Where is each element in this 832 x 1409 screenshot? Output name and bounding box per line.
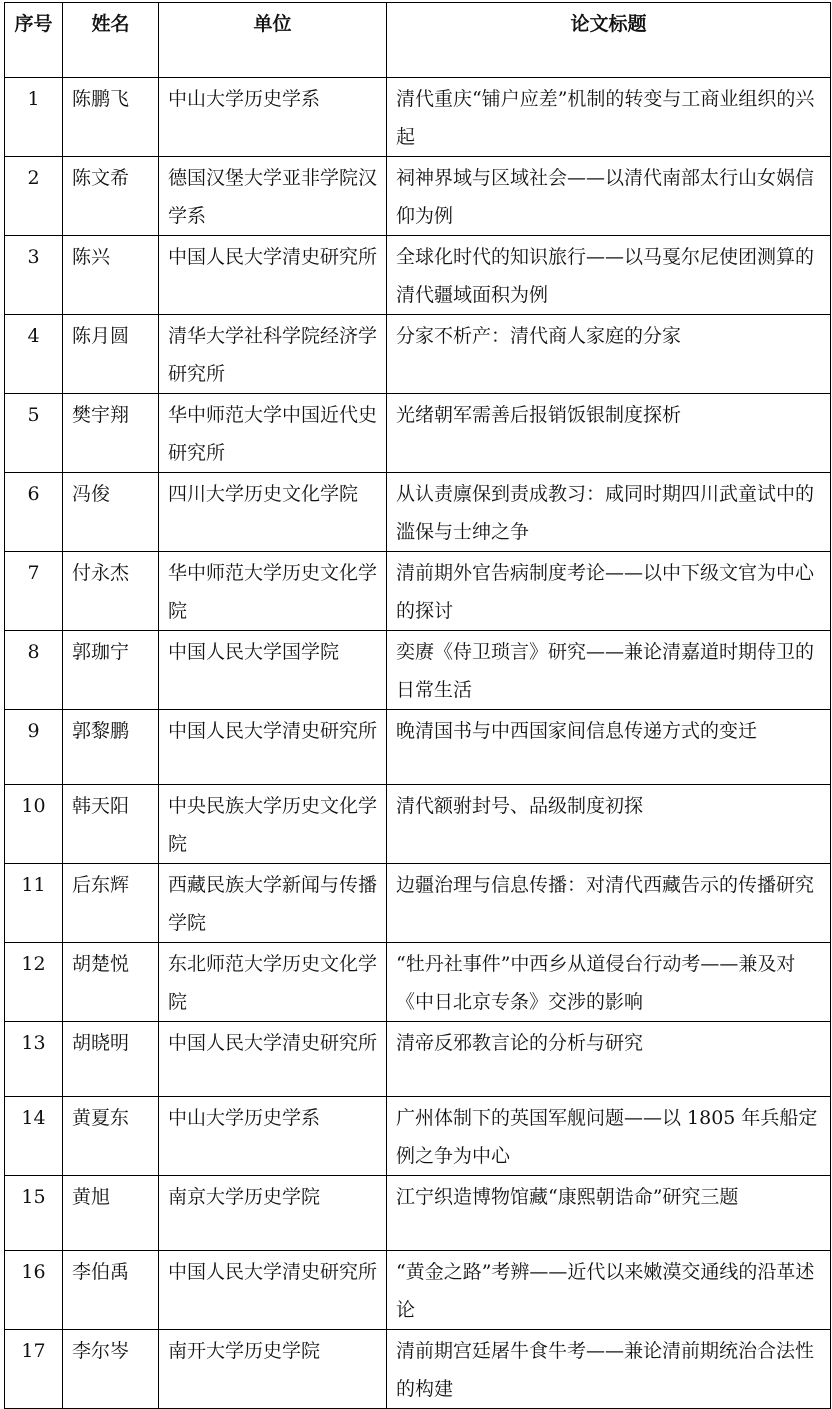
cell-name: 郭黎鹏 [63, 710, 159, 785]
cell-unit: 华中师范大学中国近代史研究所 [159, 394, 387, 473]
cell-title: 边疆治理与信息传播：对清代西藏告示的传播研究 [387, 864, 831, 943]
cell-title: 清代重庆“铺户应差”机制的转变与工商业组织的兴起 [387, 78, 831, 157]
cell-name: 胡楚悦 [63, 943, 159, 1022]
cell-unit: 中央民族大学历史文化学院 [159, 785, 387, 864]
cell-num: 8 [5, 631, 63, 710]
cell-name: 陈兴 [63, 236, 159, 315]
cell-num: 6 [5, 473, 63, 552]
table-row [5, 394, 831, 473]
table-row [5, 473, 831, 552]
table-row [5, 631, 831, 710]
cell-num: 15 [5, 1176, 63, 1251]
cell-num: 17 [5, 1330, 63, 1409]
header-unit: 单位 [159, 3, 387, 78]
cell-title: 从认责廪保到责成教习：咸同时期四川武童试中的滥保与士绅之争 [387, 473, 831, 552]
cell-title: 光绪朝军需善后报销饭银制度探析 [387, 394, 831, 473]
cell-num: 4 [5, 315, 63, 394]
cell-name: 樊宇翔 [63, 394, 159, 473]
cell-num: 12 [5, 943, 63, 1022]
cell-num: 9 [5, 710, 63, 785]
cell-title: 清前期外官告病制度考论——以中下级文官为中心的探讨 [387, 552, 831, 631]
table-row [5, 710, 831, 785]
cell-num: 7 [5, 552, 63, 631]
header-name: 姓名 [63, 3, 159, 78]
cell-title: 分家不析产：清代商人家庭的分家 [387, 315, 831, 394]
table-row [5, 552, 831, 631]
cell-unit: 清华大学社科学院经济学研究所 [159, 315, 387, 394]
table-row [5, 315, 831, 394]
table-header-row [5, 3, 831, 78]
cell-title: 清帝反邪教言论的分析与研究 [387, 1022, 831, 1097]
cell-unit: 西藏民族大学新闻与传播学院 [159, 864, 387, 943]
cell-unit: 德国汉堡大学亚非学院汉学系 [159, 157, 387, 236]
cell-unit: 东北师范大学历史文化学院 [159, 943, 387, 1022]
cell-num: 2 [5, 157, 63, 236]
cell-unit: 中国人民大学清史研究所 [159, 710, 387, 785]
cell-name: 陈月圆 [63, 315, 159, 394]
cell-num: 3 [5, 236, 63, 315]
paper-list-table [4, 2, 831, 1409]
cell-title: 祠神界域与区域社会——以清代南部太行山女娲信仰为例 [387, 157, 831, 236]
cell-name: 陈鹏飞 [63, 78, 159, 157]
cell-title: 奕赓《侍卫琐言》研究——兼论清嘉道时期侍卫的日常生活 [387, 631, 831, 710]
header-num: 序号 [5, 3, 63, 78]
cell-title: 全球化时代的知识旅行——以马戛尔尼使团测算的清代疆域面积为例 [387, 236, 831, 315]
table-row [5, 236, 831, 315]
table-row [5, 864, 831, 943]
cell-title: 江宁织造博物馆藏“康熙朝诰命”研究三题 [387, 1176, 831, 1251]
table-row [5, 1251, 831, 1330]
cell-num: 14 [5, 1097, 63, 1176]
cell-name: 韩天阳 [63, 785, 159, 864]
cell-title: 清代额驸封号、品级制度初探 [387, 785, 831, 864]
cell-unit: 中国人民大学清史研究所 [159, 1251, 387, 1330]
cell-unit: 南开大学历史学院 [159, 1330, 387, 1409]
cell-name: 胡晓明 [63, 1022, 159, 1097]
cell-unit: 华中师范大学历史文化学院 [159, 552, 387, 631]
cell-unit: 南京大学历史学院 [159, 1176, 387, 1251]
cell-name: 后东辉 [63, 864, 159, 943]
table-row [5, 78, 831, 157]
table-row [5, 1097, 831, 1176]
cell-title: 晚清国书与中西国家间信息传递方式的变迁 [387, 710, 831, 785]
cell-unit: 中山大学历史学系 [159, 1097, 387, 1176]
cell-name: 李伯禹 [63, 1251, 159, 1330]
cell-unit: 中山大学历史学系 [159, 78, 387, 157]
cell-name: 陈文希 [63, 157, 159, 236]
cell-name: 李尔岑 [63, 1330, 159, 1409]
cell-unit: 中国人民大学清史研究所 [159, 1022, 387, 1097]
cell-num: 5 [5, 394, 63, 473]
table-row [5, 1022, 831, 1097]
cell-name: 黄旭 [63, 1176, 159, 1251]
cell-name: 郭珈宁 [63, 631, 159, 710]
cell-unit: 中国人民大学清史研究所 [159, 236, 387, 315]
cell-name: 付永杰 [63, 552, 159, 631]
table-row [5, 1176, 831, 1251]
cell-name: 冯俊 [63, 473, 159, 552]
cell-title: 广州体制下的英国军舰问题——以 1805 年兵船定例之争为中心 [387, 1097, 831, 1176]
cell-unit: 中国人民大学国学院 [159, 631, 387, 710]
cell-num: 13 [5, 1022, 63, 1097]
cell-title: 清前期宫廷屠牛食牛考——兼论清前期统治合法性的构建 [387, 1330, 831, 1409]
cell-num: 1 [5, 78, 63, 157]
cell-num: 16 [5, 1251, 63, 1330]
cell-num: 11 [5, 864, 63, 943]
cell-unit: 四川大学历史文化学院 [159, 473, 387, 552]
table-row [5, 943, 831, 1022]
table-row [5, 785, 831, 864]
header-title: 论文标题 [387, 3, 831, 78]
cell-name: 黄夏东 [63, 1097, 159, 1176]
table-row [5, 157, 831, 236]
cell-num: 10 [5, 785, 63, 864]
table-row [5, 1330, 831, 1409]
cell-title: “黄金之路”考辨——近代以来嫩漠交通线的沿革述论 [387, 1251, 831, 1330]
cell-title: “牡丹社事件”中西乡从道侵台行动考——兼及对《中日北京专条》交涉的影响 [387, 943, 831, 1022]
